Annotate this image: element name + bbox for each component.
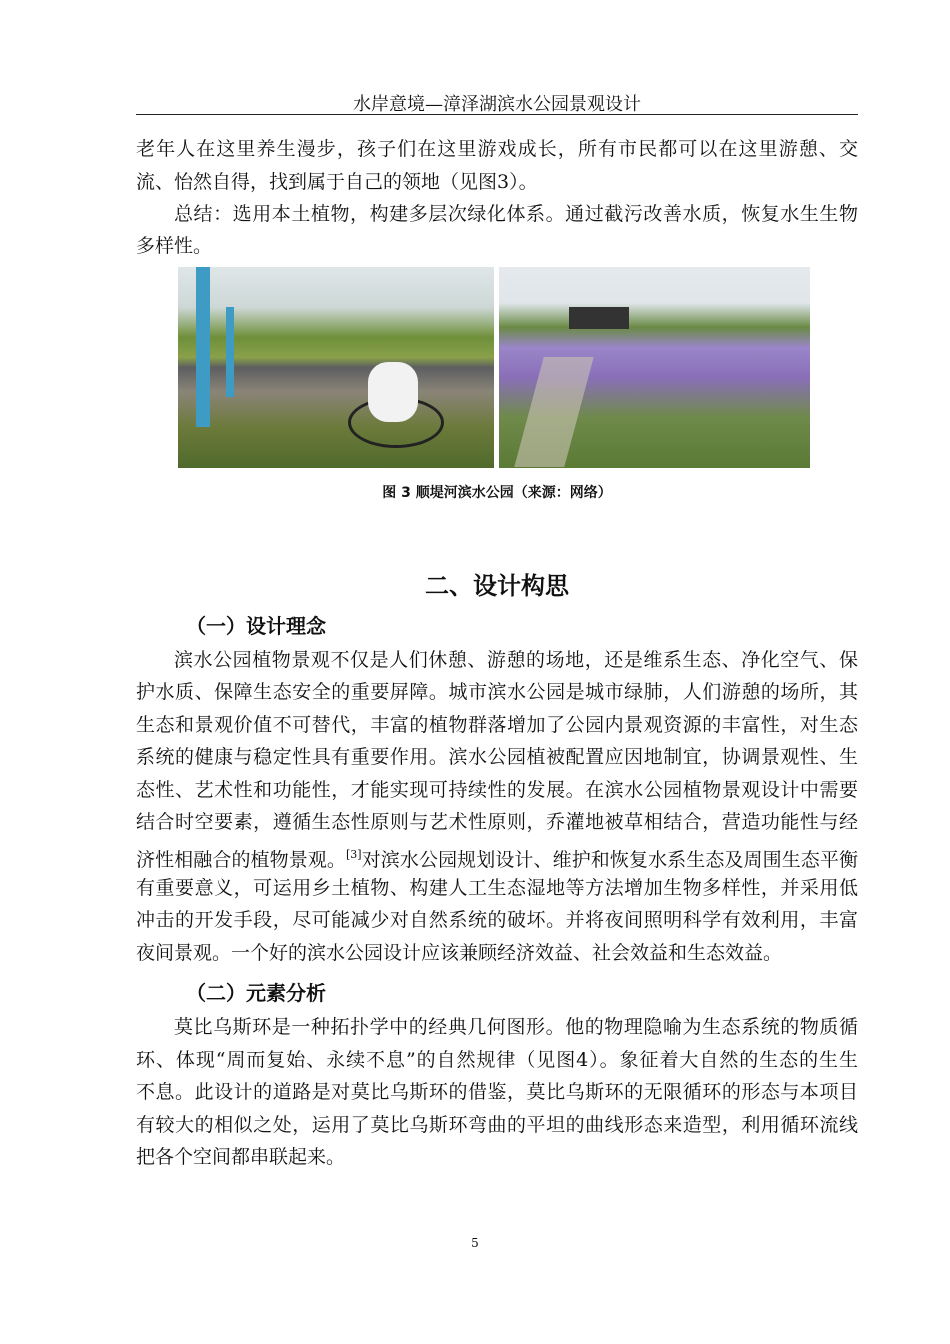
body-line: 总结：选用本土植物，构建多层次绿化体系。通过截污改善水质，恢复水生生物 — [174, 203, 858, 225]
body-line: 环、体现“周而复始、永续不息”的自然规律（见图4）。象征着大自然的生态的生生 — [136, 1049, 858, 1071]
body-line — [136, 842, 858, 871]
body-line: 夜间景观。一个好的滨水公园设计应该兼顾经济效益、社会效益和生态效益。 — [136, 942, 783, 964]
body-line: 莫比乌斯环是一种拓扑学中的经典几何图形。他的物理隐喻为生态系统的物质循 — [174, 1016, 858, 1038]
body-line: 把各个空间都串联起来。 — [136, 1146, 346, 1168]
body-line: 多样性。 — [136, 235, 213, 257]
body-line: 有较大的相似之处，运用了莫比乌斯环弯曲的平坦的曲线形态来造型，利用循环流线 — [136, 1114, 858, 1136]
figure-caption: 图 3 顺堤河滨水公园（来源：网络） — [382, 485, 612, 501]
section-title: 二、设计构思 — [425, 572, 569, 600]
subsection-title: （一）设计理念 — [186, 614, 326, 638]
body-line: 流、怡然自得，找到属于自己的领地（见图3）。 — [136, 171, 538, 193]
body-line: 态性、艺术性和功能性，才能实现可持续性的发展。在滨水公园植物景观设计中需要 — [136, 779, 858, 801]
subsection-title: （二）元素分析 — [186, 981, 326, 1005]
citation[interactable]: [3] — [346, 848, 362, 861]
body-line: 冲击的开发手段，尽可能减少对自然系统的破坏。并将夜间照明科学有效利用，丰富 — [136, 909, 858, 931]
photo-swing — [178, 267, 494, 468]
text: 济性相融合的植物景观。 — [136, 849, 347, 871]
body-line: 滨水公园植物景观不仅是人们休憩、游憩的场地，还是维系生态、净化空气、保 — [174, 649, 858, 671]
photo-flower-field — [499, 267, 810, 468]
body-line: 护水质、保障生态安全的重要屏障。城市滨水公园是城市绿肺，人们游憩的场所，其 — [136, 681, 858, 703]
body-line: 老年人在这里养生漫步，孩子们在这里游戏成长，所有市民都可以在这里游憩、交 — [136, 138, 858, 160]
running-header: 水岸意境—漳泽湖滨水公园景观设计 — [353, 94, 641, 115]
body-line: 不息。此设计的道路是对莫比乌斯环的借鉴，莫比乌斯环的无限循环的形态与本项目 — [136, 1081, 858, 1103]
body-line: 有重要意义，可运用乡土植物、构建人工生态湿地等方法增加生物多样性，并采用低 — [136, 877, 858, 899]
body-line: 生态和景观价值不可替代，丰富的植物群落增加了公园内景观资源的丰富性，对生态 — [136, 714, 858, 736]
text: 对滨水公园规划设计、维护和恢复水系生态及周围生态平衡 — [361, 849, 858, 871]
body-line: 结合时空要素，遵循生态性原则与艺术性原则，乔灌地被草相结合，营造功能性与经 — [136, 811, 858, 833]
header-rule — [136, 114, 858, 115]
page-number: 5 — [471, 1236, 479, 1250]
body-line: 系统的健康与稳定性具有重要作用。滨水公园植被配置应因地制宜，协调景观性、生 — [136, 746, 858, 768]
